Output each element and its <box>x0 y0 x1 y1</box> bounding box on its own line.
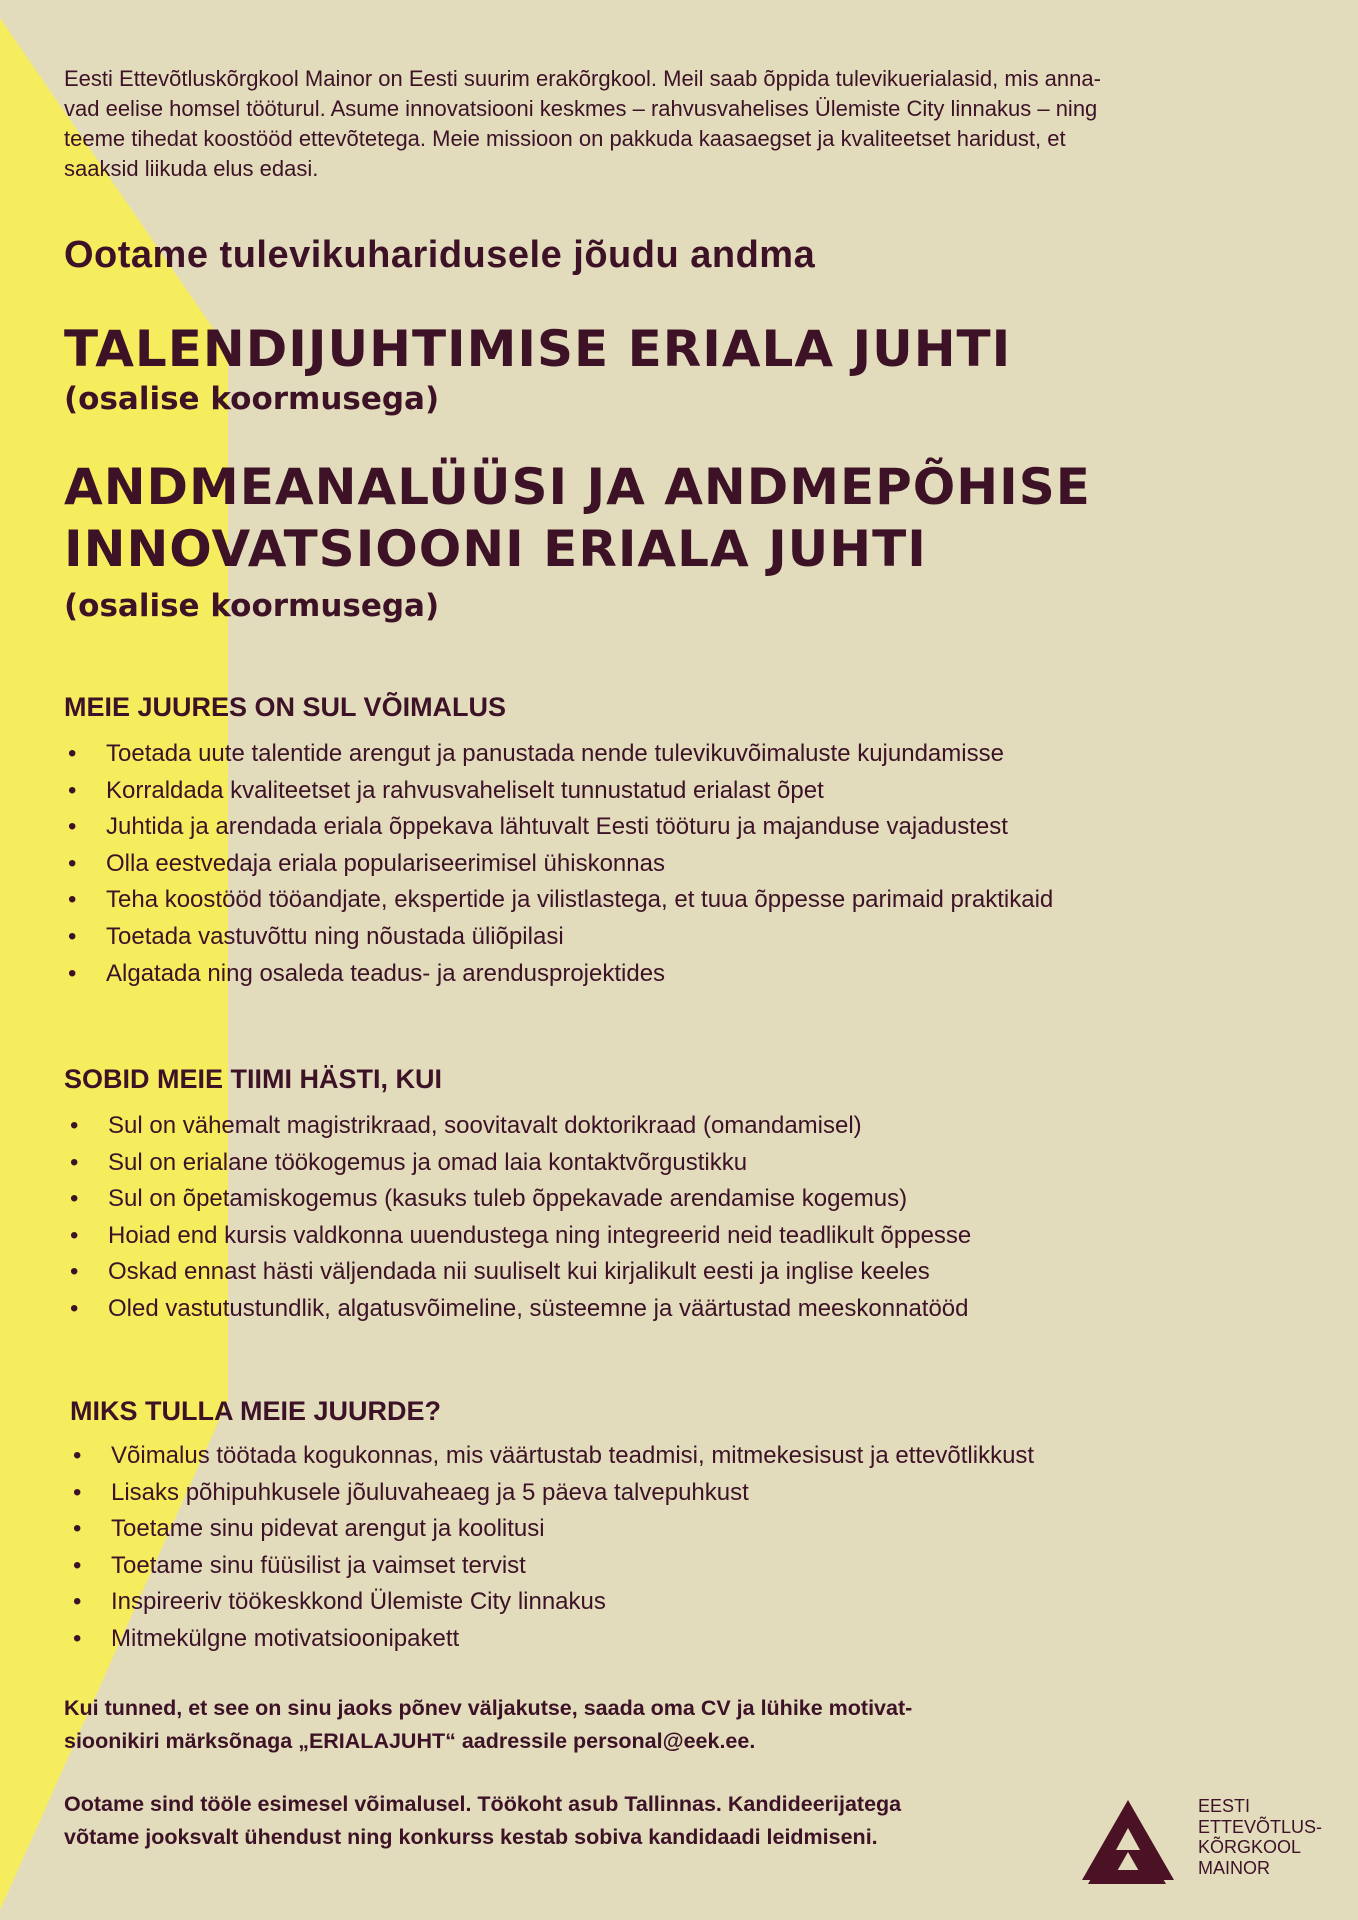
list-item: • Võimalus töötada kogukonnas, mis väärtustab teadmisi, mitmekesisust ja ettevõtlikkust <box>69 1438 1034 1475</box>
position-1-note: (osalise koormusega) <box>64 381 440 417</box>
school-logo-text: EESTI ETTEVÕTLUS- KÕRGKOOL MAINOR <box>1198 1796 1323 1878</box>
list-item: • Teha koostööd tööandjate, ekspertide ja vilistlastega, et tuua õppesse parimaid praktikaid <box>64 882 1053 919</box>
list-item: • Algatada ning osaleda teadus- ja arendusprojektides <box>64 956 1053 993</box>
list-item: • Juhtida ja arendada eriala õppekava lähtuvalt Eesti tööturu ja majanduse vajadustest <box>64 809 1053 846</box>
subtitle-heading: Ootame tulevikuharidusele jõudu andma <box>64 234 816 276</box>
list-item: • Sul on vähemalt magistrikraad, soovitavalt doktorikraad (omandamisel) <box>66 1108 971 1145</box>
list-item: • Toetame sinu pidevat arengut ja koolitusi <box>69 1511 1034 1548</box>
position-2-title: ANDMEANALÜÜSI JA ANDMEPÕHISE INNOVATSIOONI ERIALA JUHTI <box>64 458 1091 578</box>
position-1-title: TALENDIJUHTIMISE ERIALA JUHTI <box>64 320 1012 378</box>
list-item: • Sul on erialane töökogemus ja omad laia kontaktvõrgustikku <box>66 1145 971 1182</box>
section-requirements-list <box>66 1108 971 1328</box>
list-item: • Inspireeriv töökeskkond Ülemiste City linnakus <box>69 1584 1034 1621</box>
section-opportunities-list <box>64 736 1053 992</box>
section-benefits-title: MIKS TULLA MEIE JUURDE? <box>70 1396 441 1426</box>
list-item: • Mitmekülgne motivatsioonipakett <box>69 1621 1034 1658</box>
list-item: • Toetada vastuvõttu ning nõustada üliõpilasi <box>64 919 1053 956</box>
list-item: • Toetame sinu füüsilist ja vaimset tervist <box>69 1548 1034 1585</box>
closing-statement: Ootame sind tööle esimesel võimalusel. Töökoht asub Tallinnas. Kandideerijatega võtame jooksvalt ühendust ning konkurss kestab sobiva kandidaadi leidmiseni. <box>64 1792 902 1849</box>
list-item: • Korraldada kvaliteetset ja rahvusvaheliselt tunnustatud erialast õpet <box>64 773 1053 810</box>
list-item: • Toetada uute talentide arengut ja panustada nende tulevikuvõimaluste kujundamisse <box>64 736 1053 773</box>
mainor-triangle-logo-icon <box>1078 1798 1178 1888</box>
application-instructions: Kui tunned, et see on sinu jaoks põnev väljakutse, saada oma CV ja lühike motivat- sioonikiri märksõnaga „ERIALAJUHT“ aadressile personal@eek.ee. <box>64 1696 913 1753</box>
section-benefits-list <box>69 1438 1034 1658</box>
list-item: • Oskad ennast hästi väljendada nii suuliselt kui kirjalikult eesti ja inglise keeles <box>66 1254 971 1291</box>
list-item: • Lisaks põhipuhkusele jõuluvaheaeg ja 5 päeva talvepuhkust <box>69 1475 1034 1512</box>
section-requirements-title: SOBID MEIE TIIMI HÄSTI, KUI <box>64 1064 443 1094</box>
list-item: • Hoiad end kursis valdkonna uuendustega ning integreerid neid teadlikult õppesse <box>66 1218 971 1255</box>
list-item: • Sul on õpetamiskogemus (kasuks tuleb õppekavade arendamise kogemus) <box>66 1181 971 1218</box>
list-item: • Oled vastutustundlik, algatusvõimeline, süsteemne ja väärtustad meeskonnatööd <box>66 1291 971 1328</box>
intro-paragraph: Eesti Ettevõtluskõrgkool Mainor on Eesti suurim erakõrgkool. Meil saab õppida tulevikuerialasid, mis anna- vad eelise homsel tööturul. Asume innovatsiooni keskmes – rahvusvahelises Ülemiste City linnakus – ning teeme tihedat koostööd ettevõtetega. Meie missioon on pakkuda kaasaegset ja kvaliteetset haridust, et saaksid liikuda elus edasi. <box>64 66 1101 181</box>
list-item: • Olla eestvedaja eriala populariseerimisel ühiskonnas <box>64 846 1053 883</box>
position-2-note: (osalise koormusega) <box>64 588 440 624</box>
section-opportunities-title: MEIE JUURES ON SUL VÕIMALUS <box>64 692 507 722</box>
